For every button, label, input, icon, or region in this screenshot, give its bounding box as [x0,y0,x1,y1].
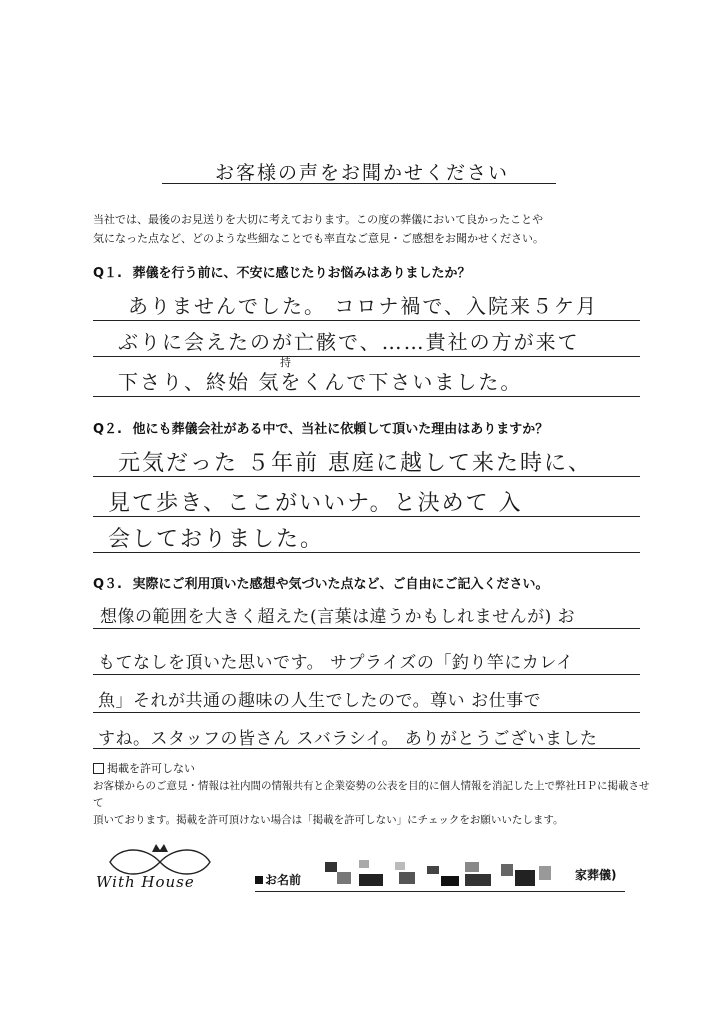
answer-rule [93,748,640,749]
privacy-notice-line-1: お客様からのご意見・情報は社内間の情報共有と企業姿勢の公表を目的に個人情報を消記した上で弊社ＨＰに掲載させて [93,780,650,809]
intro-line-1: 当社では、最後のお見送りを大切に考えております。この度の葬儀において良かったことや [93,213,544,226]
opt-out-checkbox[interactable] [93,763,104,774]
question-3-number: Q３. [93,577,122,592]
intro-text [93,210,653,248]
q1-answer-line-1: ありませんでした。 コロナ禍で、入院来５ケ月 [128,294,598,318]
answer-rule [93,516,640,517]
bullet-square-icon [255,876,263,884]
name-suffix: 家葬儀) [575,868,617,882]
name-underline [255,891,625,892]
answer-rule [93,628,640,629]
answer-rule [93,674,640,675]
q1-answer-line-2: ぶりに会えたのが亡骸で、……貴社の方が来て [118,330,580,354]
q3-answer-line-3: 魚」それが共通の趣味の人生でしたので。尊い お仕事で [98,691,542,711]
logo-text: With House [96,873,195,891]
intro-line-2: 気になった点など、どのような些細なことでも率直なご意見・ご感想をお聞かせください。 [93,232,544,245]
q2-answer-line-1: 元気だった ５年前 恵庭に越して来た時に、 [118,451,592,476]
q3-answer-line-4: すね。スタッフの皆さん スバラシイ。 ありがとうございました [98,729,598,749]
question-1-number: Q１. [93,266,122,281]
title-underline [162,183,556,184]
question-2-number: Q２. [93,422,122,437]
privacy-notice-line-2: 頂いております。掲載を許可頂けない場合は「掲載を許可しない」にチェックをお願いいたします。 [93,814,564,826]
with-house-logo-icon [90,840,230,900]
q1-ruby-annotation: 持 [280,356,291,369]
privacy-notice [93,778,653,829]
answer-rule [93,476,640,477]
publish-opt-out[interactable] [93,760,195,776]
q1-answer-line-3: 下さり、終始 気をくんで下さいました。 [118,370,523,394]
question-3-text: 実際にご利用頂いた感想や気づいた点など、ご自由にご記入ください。 [132,577,549,592]
name-label-text: お名前 [265,873,302,887]
answer-rule [93,396,640,397]
answer-rule [93,356,640,357]
question-2-text: 他にも葬儀会社がある中で、当社に依頼して頂いた理由はありますか？ [132,422,549,437]
q2-answer-line-2: 見て歩き、ここがいいナ。と決めて 入 [108,491,523,516]
q3-answer-line-2: もてなしを頂いた思いです。 サプライズの「釣り竿にカレイ [98,653,574,673]
question-1 [93,262,653,281]
page-title: お客様の声をお聞かせください [214,162,509,184]
name-label [255,871,301,888]
question-2 [93,418,653,437]
answer-rule [93,320,640,321]
q2-answer-line-3: 会しておりました。 [108,527,325,552]
opt-out-label: 掲載を許可しない [107,762,195,775]
question-1-text: 葬儀を行う前に、不安に感じたりお悩みはありましたか？ [132,266,471,281]
redacted-name-mosaic [315,856,555,892]
answer-rule [93,712,640,713]
answer-rule [93,552,640,553]
q3-answer-line-1: 想像の範囲を大きく超えた(言葉は違うかもしれませんが) お [100,607,576,627]
question-3 [93,573,653,592]
